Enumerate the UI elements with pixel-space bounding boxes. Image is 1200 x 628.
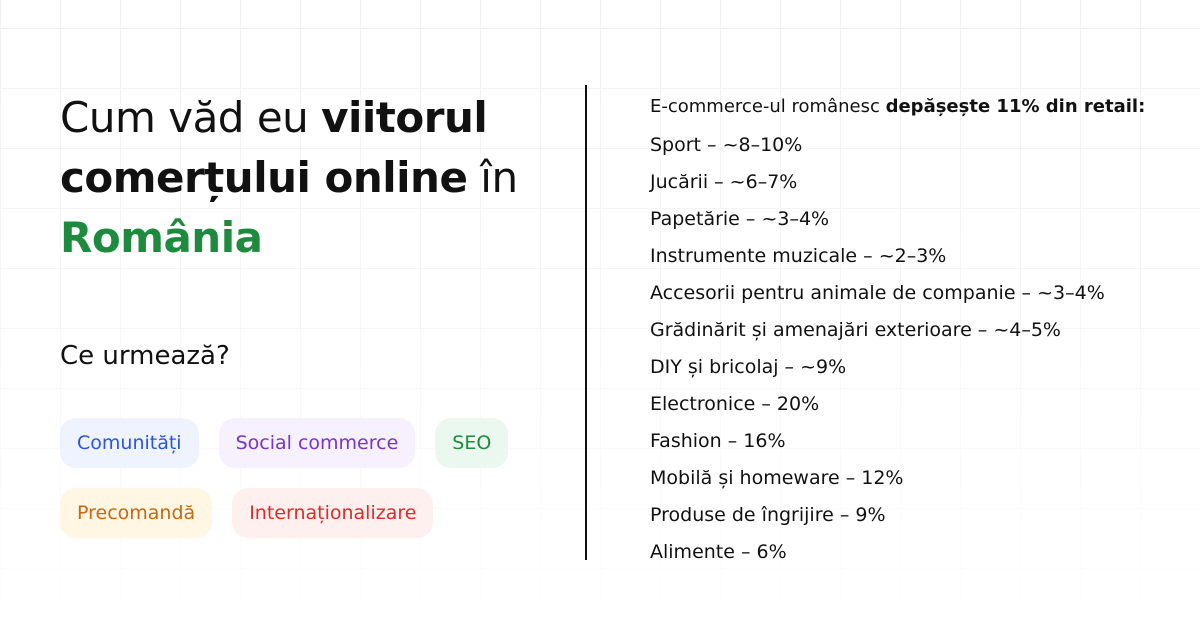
list-item-mobila: Mobilă și homeware – 12% bbox=[650, 467, 904, 489]
title-bold-2: comerțului online bbox=[60, 153, 468, 202]
tag-comunitati: Comunități bbox=[60, 418, 199, 468]
title-green-word: România bbox=[60, 213, 263, 262]
list-heading bbox=[650, 92, 1190, 122]
tag-internationalizare: Internaționalizare bbox=[232, 488, 433, 538]
list-item-instrumente-muzicale: Instrumente muzicale – ~2–3% bbox=[650, 245, 947, 267]
title-bold-1: viitorul bbox=[321, 93, 488, 142]
tag-row-2 bbox=[60, 488, 560, 538]
category-list-panel bbox=[650, 92, 1190, 571]
tag-row-1 bbox=[60, 418, 560, 468]
tag-seo: SEO bbox=[435, 418, 508, 468]
list-item-jucarii: Jucării – ~6–7% bbox=[650, 171, 798, 193]
list-item-gradinarit: Grădinărit și amenajări exterioare – ~4–5% bbox=[650, 319, 1061, 341]
list-item-fashion: Fashion – 16% bbox=[650, 430, 786, 452]
vertical-divider bbox=[585, 85, 587, 560]
list-heading-regular: E-commerce-ul românesc bbox=[650, 96, 886, 117]
list-heading-bold: depășește 11% din retail: bbox=[885, 96, 1146, 117]
list-item-sport: Sport – ~8–10% bbox=[650, 134, 803, 156]
page-title bbox=[60, 88, 560, 268]
list-item-accesorii-animale: Accesorii pentru animale de companie – ~3–4% bbox=[650, 282, 1105, 304]
list-item-papetarie: Papetărie – ~3–4% bbox=[650, 208, 830, 230]
subtitle: Ce urmează? bbox=[60, 341, 230, 371]
tag-social-commerce: Social commerce bbox=[219, 418, 416, 468]
list-item-produse-ingrijire: Produse de îngrijire – 9% bbox=[650, 504, 886, 526]
tag-group bbox=[60, 418, 560, 558]
tag-precomanda: Precomandă bbox=[60, 488, 212, 538]
title-part-1: Cum văd eu bbox=[60, 93, 322, 142]
title-block bbox=[60, 88, 560, 268]
list-item-diy: DIY și bricolaj – ~9% bbox=[650, 356, 847, 378]
list-item-electronice: Electronice – 20% bbox=[650, 393, 820, 415]
list-item-alimente: Alimente – 6% bbox=[650, 541, 787, 563]
title-part-2: în bbox=[467, 153, 518, 202]
